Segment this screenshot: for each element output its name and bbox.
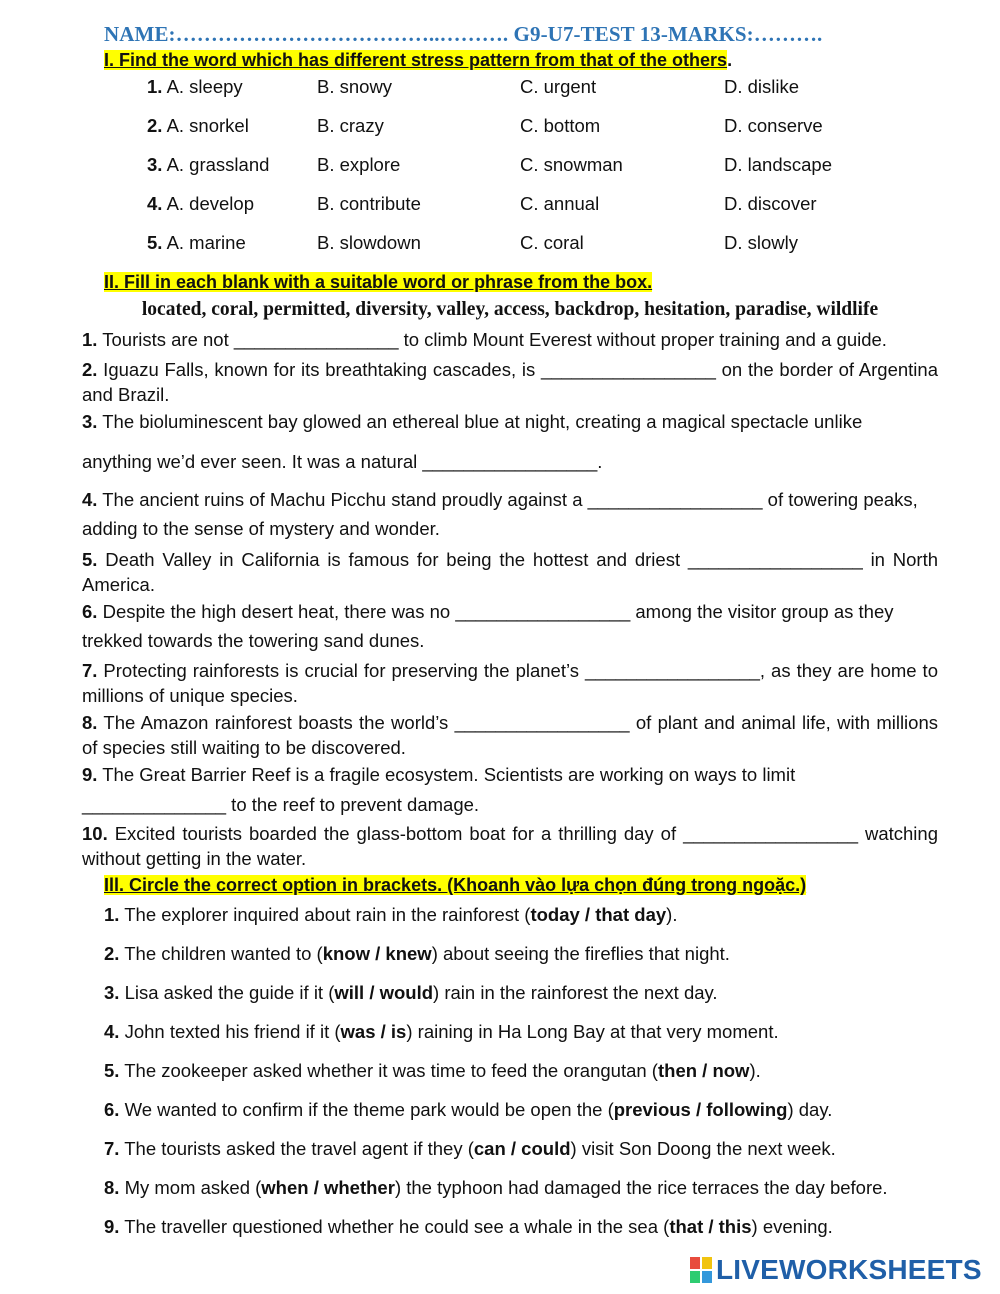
circle-options[interactable]: when / whether xyxy=(261,1177,395,1198)
fill-question-6-line-2: trekked towards the towering sand dunes. xyxy=(82,630,425,651)
circle-options[interactable]: today / that day xyxy=(530,904,667,925)
worksheet-header: NAME:………………………………..………. G9-U7-TEST 13-MARKS:………. xyxy=(104,22,823,46)
stress-question-3: 3. A. grassland B. explore C. snowman D. landscape xyxy=(147,154,832,175)
circle-question-7: 7. The tourists asked the travel agent if they (can / could) visit Son Doong the next week. xyxy=(104,1138,836,1159)
fill-question-7: 7. Protecting rainforests is crucial for preserving the planet’s _________________, as they are home to millions of unique species. xyxy=(82,660,938,706)
circle-question-4: 4. John texted his friend if it (was / is) raining in Ha Long Bay at that very moment. xyxy=(104,1021,779,1042)
fill-question-9-line-2: ______________ to the reef to prevent damage. xyxy=(82,794,480,815)
fill-question-8: 8. The Amazon rainforest boasts the world’s _________________ of plant and animal life, with millions of species still waiting to be discovered. xyxy=(82,712,938,758)
fill-question-4: 4. The ancient ruins of Machu Picchu stand proudly against a _________________ of towering peaks, xyxy=(82,489,918,510)
circle-question-1: 1. The explorer inquired about rain in the rainforest (today / that day). xyxy=(104,904,678,925)
circle-question-9: 9. The traveller questioned whether he could see a whale in the sea (that / this) evening. xyxy=(104,1216,833,1237)
fill-question-1: 1. Tourists are not ________________ to climb Mount Everest without proper training and a guide. xyxy=(82,329,887,350)
section-2-title: II. Fill in each blank with a suitable word or phrase from the box. xyxy=(104,272,653,292)
circle-question-3: 3. Lisa asked the guide if it (will / would) rain in the rainforest the next day. xyxy=(104,982,718,1003)
fill-question-9: 9. The Great Barrier Reef is a fragile ecosystem. Scientists are working on ways to limit xyxy=(82,764,796,785)
circle-question-6: 6. We wanted to confirm if the theme park would be open the (previous / following) day. xyxy=(104,1099,833,1120)
liveworksheets-logo xyxy=(690,1255,982,1285)
stress-question-5: 5. A. marine B. slowdown C. coral D. slowly xyxy=(147,232,799,253)
circle-options[interactable]: know / knew xyxy=(322,943,432,964)
section-1-title-text: I. Find the word which has different stress pattern from that of the others xyxy=(104,50,728,70)
word-box: located, coral, permitted, diversity, valley, access, backdrop, hesitation, paradise, wildlife xyxy=(141,299,879,320)
section-3-title: Ill. Circle the correct option in brackets. (Khoanh vào lựa chọn đúng trong ngoặc.) xyxy=(104,875,807,895)
fill-question-3-line-2: anything we’d ever seen. It was a natural _________________. xyxy=(82,451,603,472)
fill-question-3: 3. The bioluminescent bay glowed an ethereal blue at night, creating a magical spectacle unlike xyxy=(82,411,863,432)
fill-question-6: 6. Despite the high desert heat, there was no _________________ among the visitor group as they xyxy=(82,601,894,622)
stress-question-2: 2. A. snorkel B. crazy C. bottom D. conserve xyxy=(147,115,823,136)
liveworksheets-logo-text: LIVEWORKSHEETS xyxy=(716,1254,982,1285)
section-1-title: I. Find the word which has different stress pattern from that of the others. xyxy=(104,50,733,70)
circle-question-5: 5. The zookeeper asked whether it was time to feed the orangutan (then / now). xyxy=(104,1060,761,1081)
fill-question-2: 2. Iguazu Falls, known for its breathtaking cascades, is _________________ on the border of Argentina and Brazil. xyxy=(82,359,938,405)
circle-options[interactable]: then / now xyxy=(657,1060,750,1081)
circle-options[interactable]: will / would xyxy=(334,982,434,1003)
circle-options[interactable]: can / could xyxy=(473,1138,571,1159)
circle-question-8: 8. My mom asked (when / whether) the typhoon had damaged the rice terraces the day before. xyxy=(104,1177,888,1198)
circle-question-2: 2. The children wanted to (know / knew) about seeing the fireflies that night. xyxy=(104,943,730,964)
stress-question-4: 4. A. develop B. contribute C. annual D. discover xyxy=(147,193,817,214)
fill-question-4-line-2: adding to the sense of mystery and wonder. xyxy=(82,518,440,539)
fill-question-10: 10. Excited tourists boarded the glass-bottom boat for a thrilling day of _________________ watching without getting in the water. xyxy=(82,823,938,869)
stress-question-1: 1. A. sleepy B. snowy C. urgent D. dislike xyxy=(147,76,800,97)
circle-options[interactable]: was / is xyxy=(340,1021,407,1042)
fill-question-5: 5. Death Valley in California is famous for being the hottest and driest _________________ in North America. xyxy=(82,549,938,595)
circle-options[interactable]: previous / following xyxy=(613,1099,788,1120)
circle-options[interactable]: that / this xyxy=(669,1216,752,1237)
liveworksheets-logo-icon xyxy=(690,1257,712,1283)
